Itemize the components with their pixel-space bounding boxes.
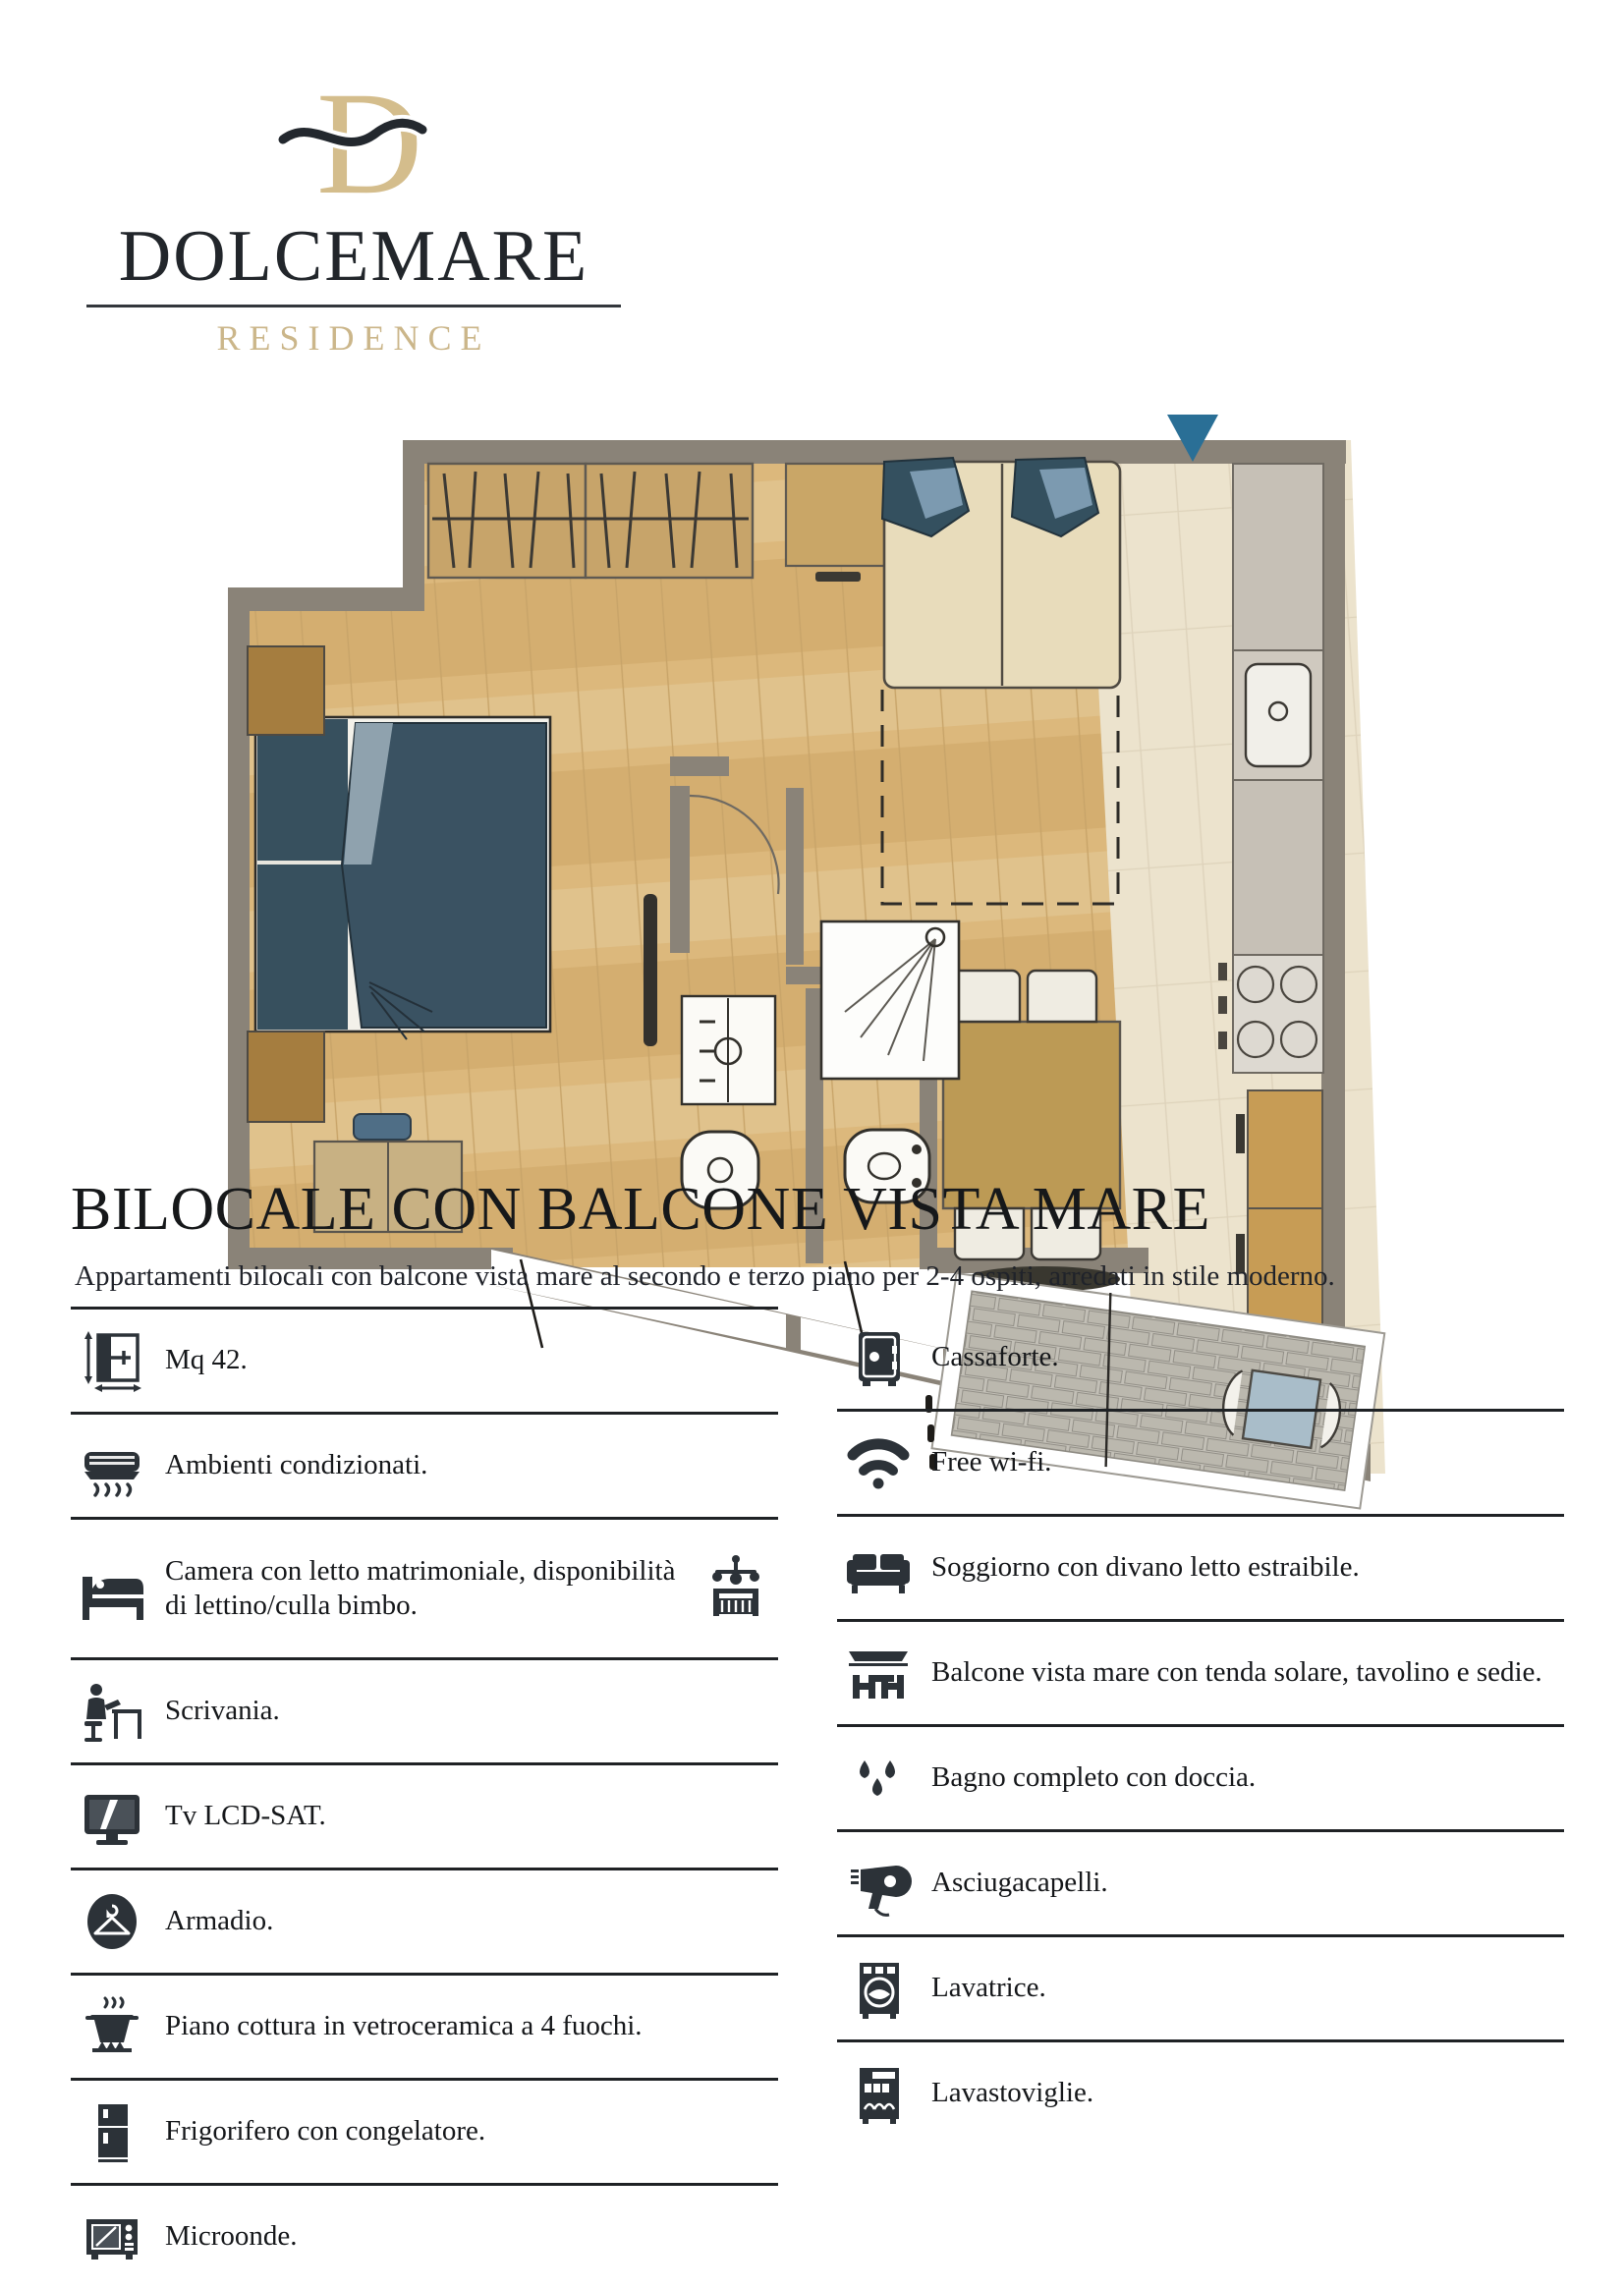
feature-label: Asciugacapelli. xyxy=(931,1867,1108,1899)
feature-label: Lavastoviglie. xyxy=(931,2077,1094,2109)
feature-label: Balcone vista mare con tenda solare, tavolino e sedie. xyxy=(931,1656,1542,1689)
hairdryer-icon xyxy=(837,1842,920,1925)
feature-balcony xyxy=(837,1622,1564,1727)
tv-monitor-icon xyxy=(71,1775,153,1858)
feature-label: Lavatrice. xyxy=(931,1972,1046,2004)
cooktop-pot-icon xyxy=(71,1985,153,2068)
feature-label: Ambienti condizionati. xyxy=(165,1449,428,1481)
brand-logo xyxy=(59,62,648,359)
safe-box-icon xyxy=(837,1316,920,1399)
feature-label: Frigorifero con congelatore. xyxy=(165,2115,486,2148)
features-column-left xyxy=(71,1307,778,2288)
page-subtitle: Appartamenti bilocali con balcone vista mare al secondo e terzo piano per 2-4 ospiti, arredati in stile moderno. xyxy=(75,1260,1335,1292)
features-column-right xyxy=(837,1307,1564,2145)
feature-bathroom xyxy=(837,1727,1564,1832)
feature-floor-area xyxy=(71,1307,778,1415)
floor-area-icon xyxy=(71,1319,153,1402)
d-monogram-wave-icon xyxy=(265,62,442,225)
feature-air-conditioning xyxy=(71,1415,778,1520)
balcony-awning-icon xyxy=(837,1632,920,1714)
brand-subtitle: RESIDENCE xyxy=(216,318,491,358)
air-conditioner-icon xyxy=(71,1424,153,1507)
feature-microwave xyxy=(71,2186,778,2288)
bed-icon xyxy=(71,1547,153,1630)
feature-label: Microonde. xyxy=(165,2220,298,2253)
feature-dishwasher xyxy=(837,2042,1564,2145)
brand-name: DOLCEMARE xyxy=(118,216,589,297)
baby-crib-icon xyxy=(701,1550,770,1627)
wifi-icon xyxy=(837,1422,920,1504)
feature-washing-machine xyxy=(837,1937,1564,2042)
feature-wardrobe xyxy=(71,1870,778,1976)
feature-tv xyxy=(71,1765,778,1870)
feature-living-room xyxy=(837,1517,1564,1622)
feature-safe xyxy=(837,1307,1564,1412)
feature-label: Scrivania. xyxy=(165,1695,280,1727)
feature-label: Soggiorno con divano letto estraibile. xyxy=(931,1551,1360,1584)
feature-label: Armadio. xyxy=(165,1905,274,1937)
feature-label: Mq 42. xyxy=(165,1344,248,1376)
feature-label: Cassaforte. xyxy=(931,1341,1059,1373)
washing-machine-icon xyxy=(837,1947,920,2030)
feature-hairdryer xyxy=(837,1832,1564,1937)
feature-label: Free wi-fi. xyxy=(931,1446,1052,1479)
feature-label: Camera con letto matrimoniale, disponibilità di lettino/culla bimbo. xyxy=(165,1554,676,1621)
water-drops-icon xyxy=(837,1737,920,1819)
feature-wifi xyxy=(837,1412,1564,1517)
feature-label: Bagno completo con doccia. xyxy=(931,1761,1257,1794)
feature-label: Tv LCD-SAT. xyxy=(165,1800,326,1832)
feature-bedroom xyxy=(71,1520,778,1660)
page-title: BILOCALE CON BALCONE VISTA MARE xyxy=(71,1176,1210,1243)
brand-divider xyxy=(86,305,621,307)
feature-cooktop xyxy=(71,1976,778,2081)
feature-fridge xyxy=(71,2081,778,2186)
hanger-wardrobe-icon xyxy=(71,1880,153,1963)
sofa-icon xyxy=(837,1527,920,1609)
floorplan-image xyxy=(196,403,1434,1179)
dishwasher-icon xyxy=(837,2052,920,2135)
feature-label: Piano cottura in vetroceramica a 4 fuochi. xyxy=(165,2010,643,2042)
microwave-icon xyxy=(71,2196,153,2278)
svg-text:D: D xyxy=(316,62,423,225)
fridge-freezer-icon xyxy=(71,2091,153,2173)
feature-desk xyxy=(71,1660,778,1765)
desk-person-icon xyxy=(71,1670,153,1753)
